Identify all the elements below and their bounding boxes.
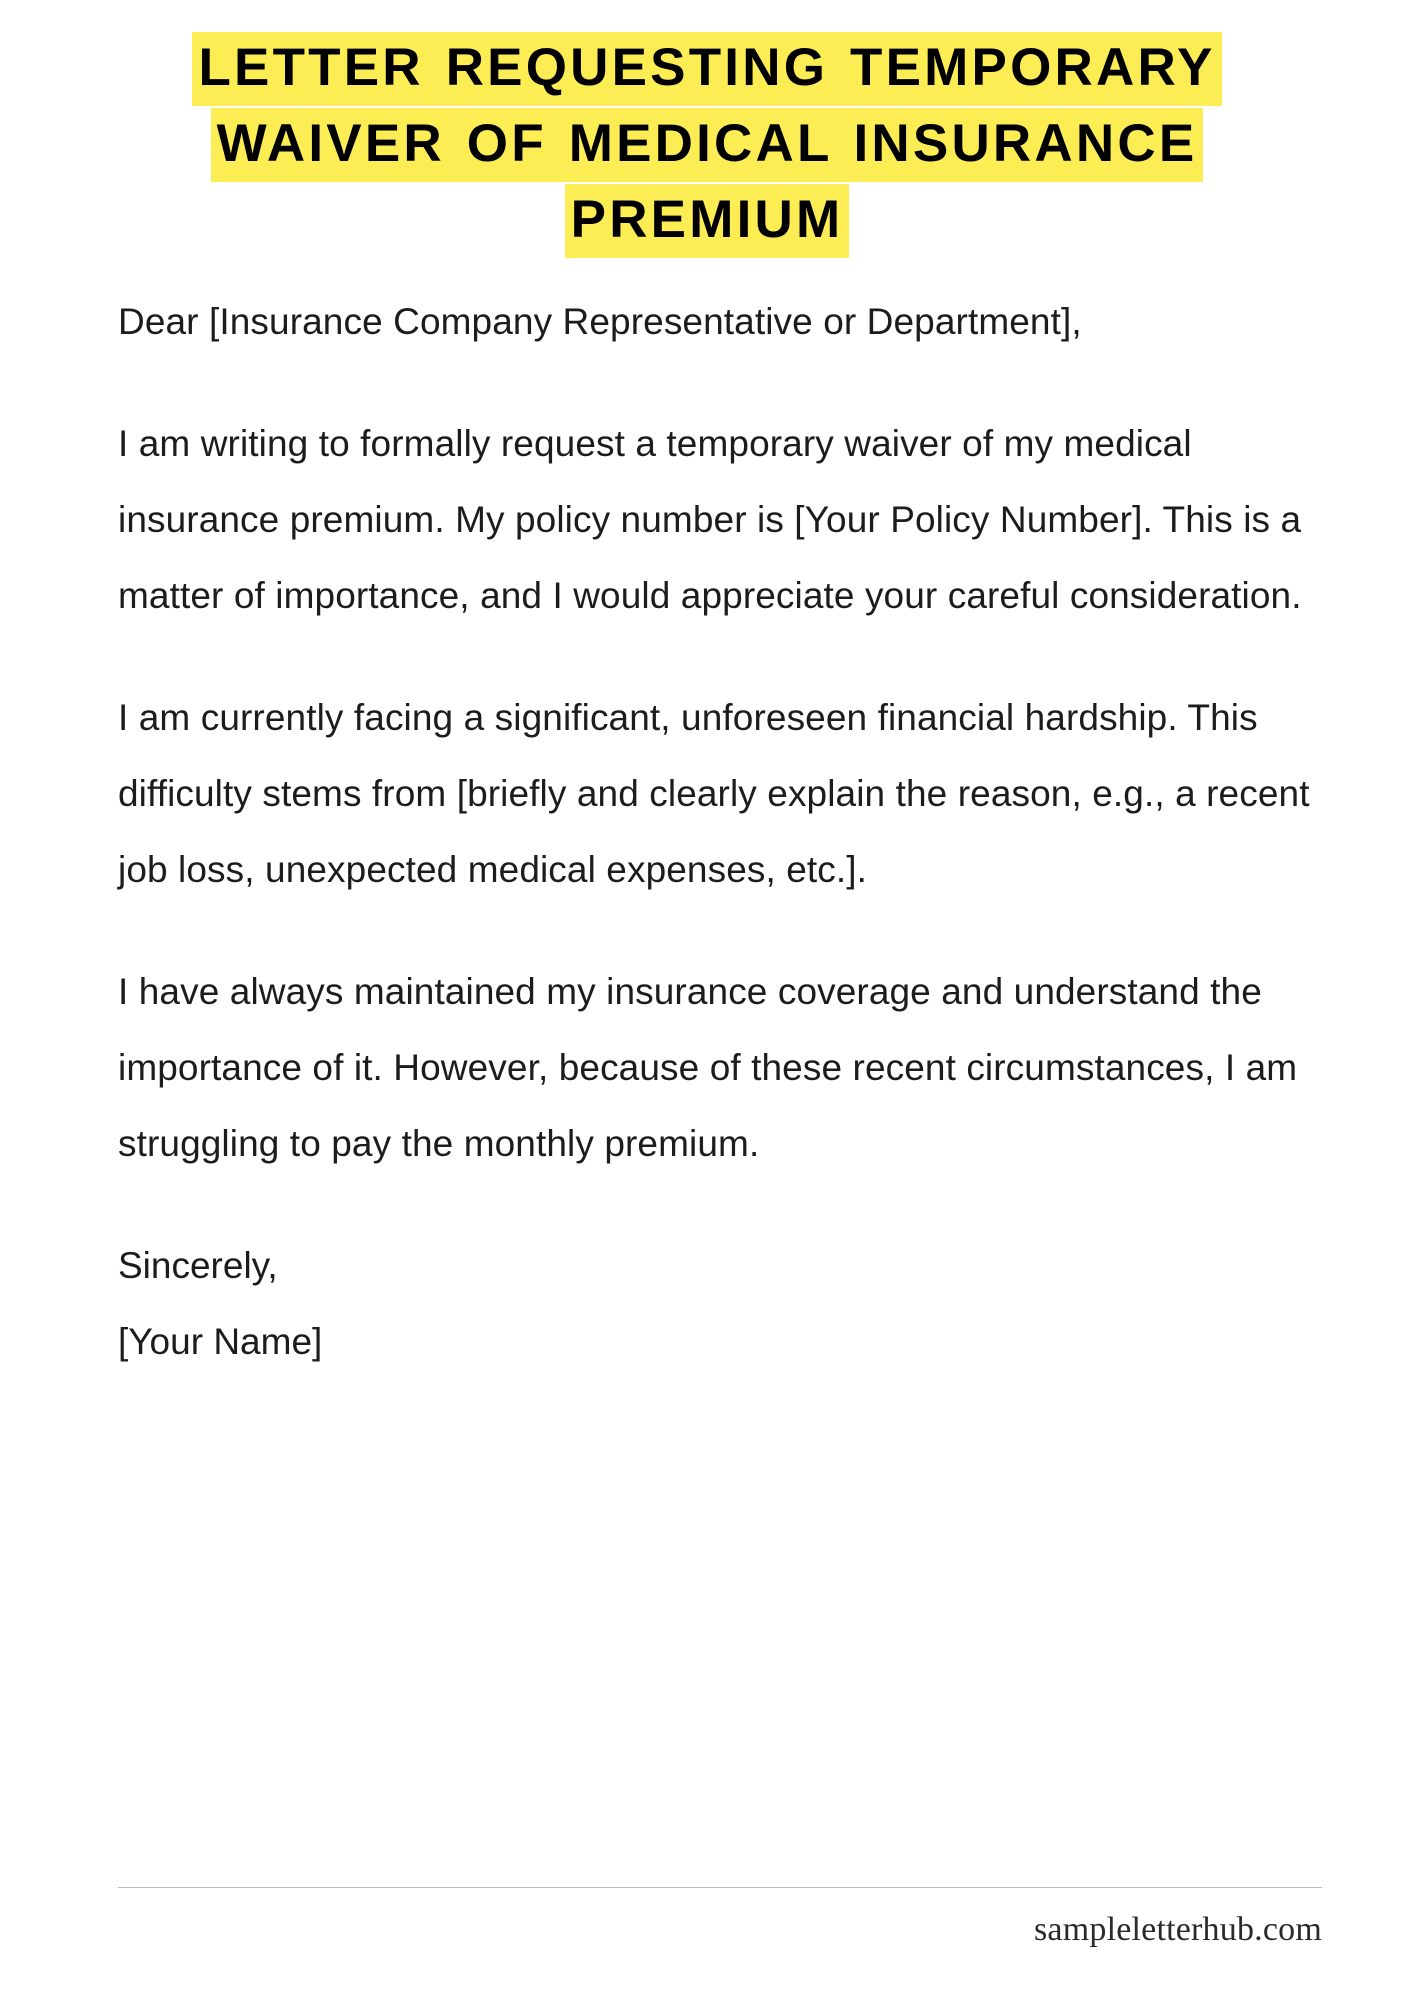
page-title-line-2: WAIVER OF MEDICAL INSURANCE: [211, 108, 1204, 182]
closing-line: Sincerely,: [118, 1245, 278, 1286]
page-title-line-3: PREMIUM: [565, 184, 850, 258]
page-title: [72, 30, 1342, 258]
page-footer: [118, 1887, 1322, 1950]
letter-body: [0, 258, 1414, 1380]
body-paragraph-3: I have always maintained my insurance coverage and understand the importance of it. However, because of these recent circumstances, I am struggling to pay the monthly premium.: [118, 971, 1308, 1164]
signature-name: [Your Name]: [118, 1321, 323, 1362]
salutation: Dear [Insurance Company Representative or Department],: [118, 301, 1082, 342]
title-block: [0, 0, 1414, 258]
footer-site-name: sampleletterhub.com: [1034, 1911, 1322, 1948]
page-title-line-1: LETTER REQUESTING TEMPORARY: [192, 32, 1221, 106]
body-paragraph-2: I am currently facing a significant, unforeseen financial hardship. This difficulty stems from [briefly and clearly explain the reason, e.g., a recent job loss, unexpected medical expenses, etc.].: [118, 697, 1320, 890]
footer-divider: [118, 1887, 1322, 1888]
body-paragraph-1: I am writing to formally request a temporary waiver of my medical insurance premium. My policy number is [Your Policy Number]. This is a matter of importance, and I would appreciate your careful consideration.: [118, 423, 1312, 616]
